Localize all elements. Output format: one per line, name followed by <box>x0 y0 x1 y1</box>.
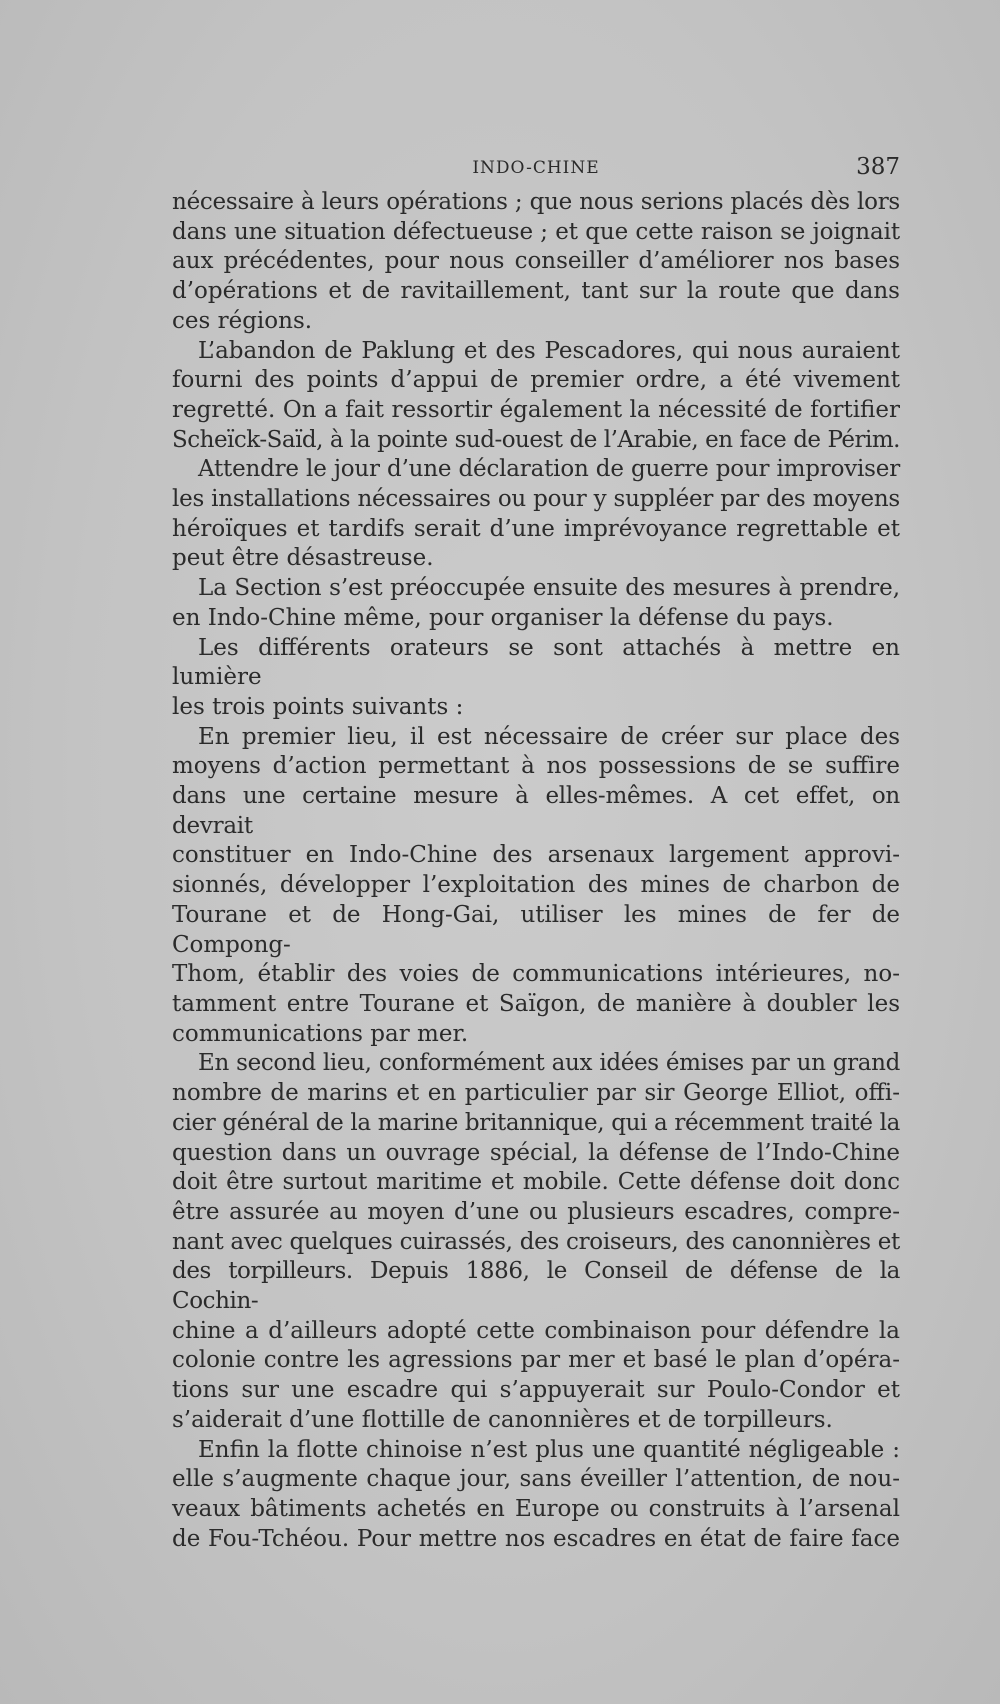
text-line: La Section s’est préoccupée ensuite des mesures à prendre, <box>198 575 900 602</box>
body-text <box>172 188 900 1554</box>
text-line: tamment entre Tourane et Saïgon, de manière à doubler les <box>172 990 900 1017</box>
running-head <box>172 152 900 184</box>
text-line: sionnés, développer l’exploitation des mines de charbon de <box>172 872 900 899</box>
text-line: les installations nécessaires ou pour y suppléer par des moyens <box>172 486 900 513</box>
text-line: communications par mer. <box>172 1020 469 1047</box>
text-line: être assurée au moyen d’une ou plusieurs escadres, compre- <box>172 1198 900 1225</box>
text-line: peut être désastreuse. <box>172 545 434 572</box>
running-title: INDO-CHINE <box>472 158 600 178</box>
text-line: Tourane et de Hong-Gai, utiliser les mines de fer de Compong- <box>172 901 900 958</box>
text-line: Scheïck-Saïd, à la pointe sud-ouest de l’Arabie, en face de Périm. <box>172 426 900 453</box>
text-line: colonie contre les agressions par mer et basé le plan d’opéra- <box>172 1347 900 1374</box>
text-line: doit être surtout maritime et mobile. Cette défense doit donc <box>172 1169 900 1196</box>
text-line: nant avec quelques cuirassés, des croiseurs, des canonnières et <box>172 1228 900 1255</box>
text-line: héroïques et tardifs serait d’une imprévoyance regrettable et <box>172 515 900 542</box>
page-number: 387 <box>856 154 900 180</box>
text-line: dans une situation défectueuse ; et que cette raison se joignait <box>172 218 900 245</box>
text-line: en Indo-Chine même, pour organiser la défense du pays. <box>172 604 834 631</box>
text-line: question dans un ouvrage spécial, la défense de l’Indo-Chine <box>172 1139 900 1166</box>
text-line: Les différents orateurs se sont attachés à mettre en lumière <box>172 634 900 691</box>
text-line: Enfin la flotte chinoise n’est plus une quantité négligeable : <box>198 1436 900 1463</box>
text-line: regretté. On a fait ressortir également la nécessité de fortifier <box>172 396 900 423</box>
text-line: chine a d’ailleurs adopté cette combinaison pour défendre la <box>172 1317 900 1344</box>
text-line: dans une certaine mesure à elles-mêmes. A cet effet, on devrait <box>172 783 900 839</box>
text-line: s’aiderait d’une flottille de canonnières et de torpilleurs. <box>172 1406 833 1433</box>
text-line: tions sur une escadre qui s’appuyerait sur Poulo-Condor et <box>172 1377 900 1404</box>
text-line: En premier lieu, il est nécessaire de créer sur place des <box>198 723 900 750</box>
text-line: fourni des points d’appui de premier ordre, a été vivement <box>172 367 900 394</box>
text-line: de Fou-Tchéou. Pour mettre nos escadres en état de faire face <box>172 1525 900 1552</box>
text-line: En second lieu, conformément aux idées émises par un grand <box>198 1050 900 1077</box>
text-line: elle s’augmente chaque jour, sans éveiller l’attention, de nou- <box>172 1466 900 1493</box>
text-line: Thom, établir des voies de communications intérieures, no- <box>172 961 900 988</box>
text-line: aux précédentes, pour nous conseiller d’améliorer nos bases <box>172 248 900 275</box>
text-line: des torpilleurs. Depuis 1886, le Conseil de défense de la Cochin- <box>172 1258 900 1315</box>
text-line: nécessaire à leurs opérations ; que nous serions placés dès lors <box>172 189 900 215</box>
text-line: veaux bâtiments achetés en Europe ou construits à l’arsenal <box>172 1495 900 1522</box>
text-line: constituer en Indo-Chine des arsenaux largement approvi- <box>172 842 900 869</box>
text-line: d’opérations et de ravitaillement, tant sur la route que dans <box>172 278 900 305</box>
text-line: cier général de la marine britannique, qui a récemment traité la <box>172 1109 900 1136</box>
text-line: nombre de marins et en particulier par sir George Elliot, offi- <box>172 1080 900 1107</box>
text-line: Attendre le jour d’une déclaration de guerre pour improviser <box>198 456 900 483</box>
text-line: moyens d’action permettant à nos possessions de se suffire <box>172 753 900 780</box>
text-line: les trois points suivants : <box>172 693 464 720</box>
text-line: L’abandon de Paklung et des Pescadores, qui nous auraient <box>198 337 900 364</box>
text-line: ces régions. <box>172 307 313 334</box>
